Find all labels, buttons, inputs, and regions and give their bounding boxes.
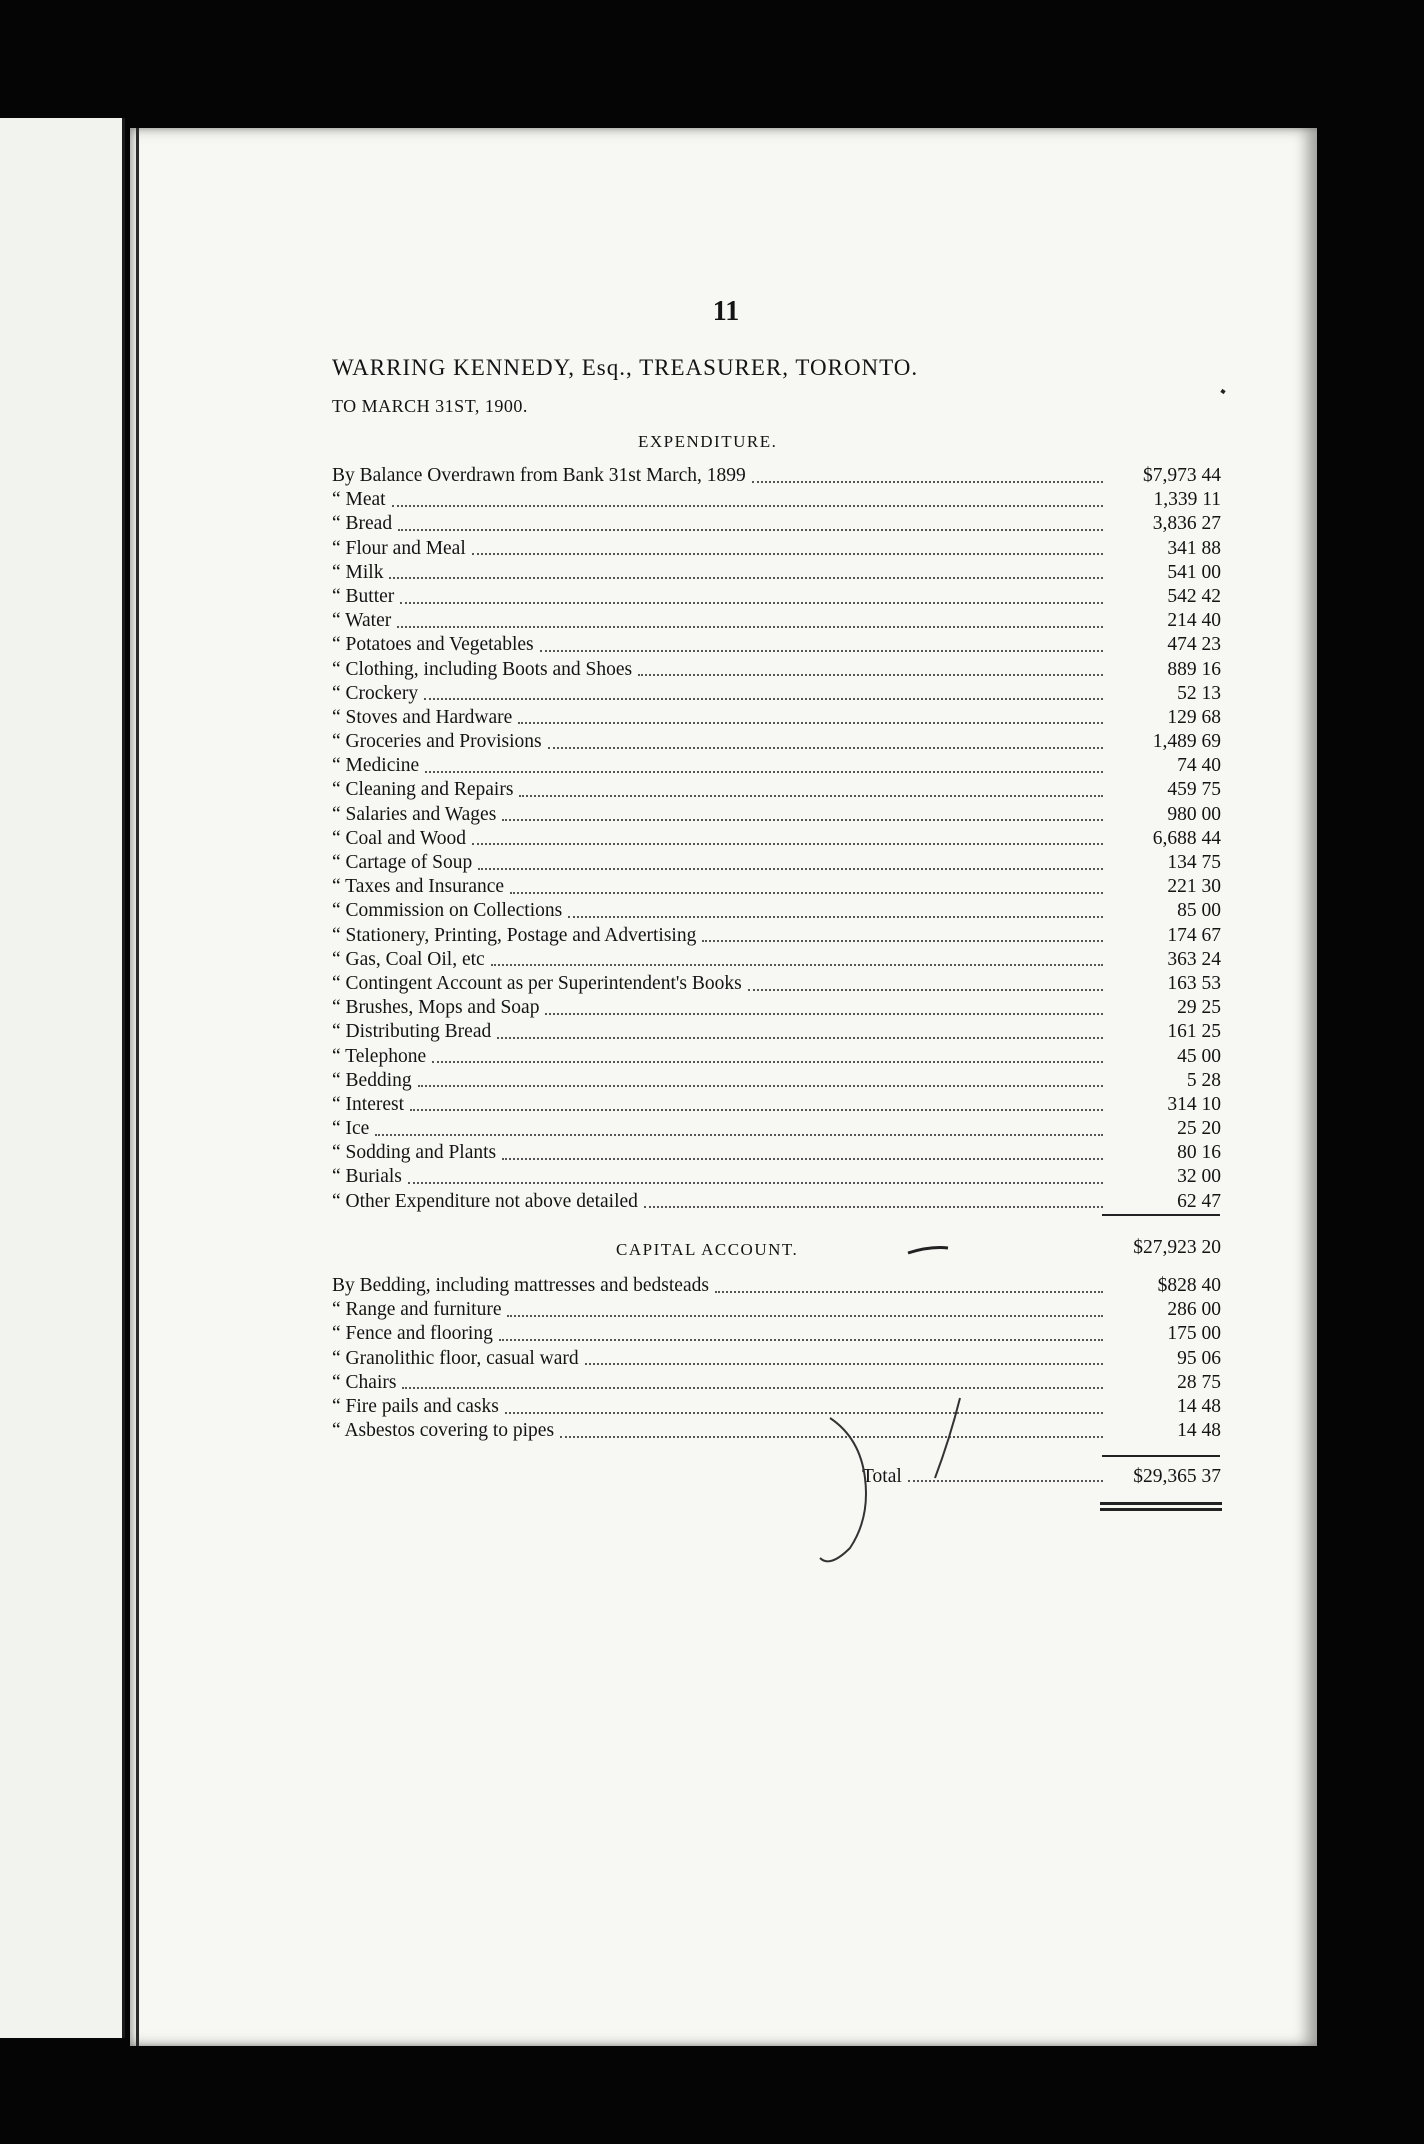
row-description: “ Telephone [332,1045,427,1067]
row-description: “ Crockery [332,682,419,704]
facing-page-edge [0,118,125,2038]
row-description: “ Potatoes and Vegetables [332,634,534,656]
row-amount: 80 16 [1177,1142,1221,1164]
row-amount: 175 00 [1167,1323,1221,1345]
page-content [130,128,1317,2046]
expenditure-subtotal: $27,923 20 [1133,1237,1221,1258]
row-amount: 129 68 [1167,706,1221,728]
total-label: Total [862,1466,902,1487]
row-amount: 6,688 44 [1152,827,1221,849]
total-amount: $29,365 37 [1133,1466,1221,1487]
row-description: “ Fire pails and casks [332,1395,499,1417]
pencil-marks [130,128,1317,2046]
row-description: “ Granolithic floor, casual ward [332,1347,579,1369]
row-amount: 1,339 11 [1153,489,1221,511]
row-amount: 163 53 [1167,972,1221,994]
page-number: 11 [712,296,740,327]
row-description: “ Flour and Meal [332,537,466,559]
row-description: “ Contingent Account as per Superintendent's Books [332,972,742,994]
row-description: “ Burials [332,1166,402,1188]
row-amount: 32 00 [1177,1166,1221,1188]
row-description: “ Interest [332,1093,405,1115]
row-amount: 25 20 [1177,1118,1221,1140]
row-amount: 221 30 [1167,876,1221,898]
row-amount: 3,836 27 [1152,513,1221,535]
date-subheading: TO MARCH 31ST, 1900. [332,396,528,416]
row-amount: 52 13 [1177,682,1221,704]
row-amount: 62 47 [1177,1190,1221,1212]
row-description: “ Medicine [332,755,420,777]
row-amount: $828 40 [1157,1275,1221,1296]
row-description: “ Water [332,610,392,632]
row-description: “ Clothing, including Boots and Shoes [332,658,633,680]
row-amount: 5 28 [1186,1069,1221,1091]
row-amount: 134 75 [1167,852,1221,873]
row-amount: 363 24 [1167,948,1221,970]
row-amount: 980 00 [1167,803,1221,825]
row-amount: 28 75 [1177,1371,1221,1393]
row-amount: 174 67 [1167,924,1221,946]
document-page [130,128,1317,2046]
row-amount: 95 06 [1177,1347,1221,1369]
row-amount: 161 25 [1167,1021,1221,1043]
row-amount: 45 00 [1177,1045,1221,1067]
row-description: “ Asbestos covering to pipes [332,1420,555,1442]
row-amount: 85 00 [1177,900,1221,922]
row-amount: 286 00 [1167,1299,1221,1321]
row-amount: 459 75 [1167,779,1221,801]
row-description: “ Meat [332,489,386,511]
row-description: “ Coal and Wood [332,827,467,849]
row-description: By Balance Overdrawn from Bank 31st March, 1899 [332,465,746,486]
row-description: “ Commission on Collections [332,900,563,922]
row-amount: 314 10 [1167,1093,1221,1115]
row-amount: 1,489 69 [1152,731,1221,753]
row-description: “ Milk [332,561,384,583]
row-description: “ Stationery, Printing, Postage and Advertising [332,924,697,946]
row-description: “ Other Expenditure not above detailed [332,1190,638,1212]
expenditure-title: EXPENDITURE. [638,432,778,451]
row-amount: 14 48 [1177,1395,1221,1417]
row-amount: 889 16 [1167,658,1221,680]
row-amount: 14 48 [1177,1420,1221,1442]
row-description: “ Groceries and Provisions [332,731,542,753]
row-description: “ Taxes and Insurance [332,876,505,898]
row-description: “ Stoves and Hardware [332,706,513,728]
row-description: “ Range and furniture [332,1299,502,1321]
row-description: “ Brushes, Mops and Soap [332,997,540,1019]
row-description: “ Fence and flooring [332,1323,493,1345]
row-amount: 29 25 [1177,997,1221,1019]
row-description: “ Gas, Coal Oil, etc [332,948,485,970]
row-description: “ Cartage of Soup [332,852,473,873]
row-description: “ Salaries and Wages [332,803,497,825]
row-amount: 74 40 [1177,755,1221,777]
page-heading: WARRING KENNEDY, Esq., TREASURER, TORONTO. [332,355,919,380]
row-description: “ Bedding [332,1069,412,1091]
row-description: “ Chairs [332,1371,397,1393]
row-description: “ Distributing Bread [332,1021,492,1043]
row-amount: 474 23 [1167,634,1221,656]
row-amount: 214 40 [1167,610,1221,632]
row-amount: $7,973 44 [1143,465,1221,486]
row-description: By Bedding, including mattresses and bedsteads [332,1275,709,1296]
row-description: “ Sodding and Plants [332,1142,497,1164]
row-description: “ Ice [332,1118,370,1140]
row-description: “ Bread [332,513,393,535]
row-description: “ Butter [332,585,395,607]
row-amount: 542 42 [1167,585,1221,607]
row-amount: 541 00 [1167,561,1221,583]
row-description: “ Cleaning and Repairs [332,779,514,801]
row-amount: 341 88 [1167,537,1221,559]
capital-account-title: CAPITAL ACCOUNT. [616,1240,799,1259]
